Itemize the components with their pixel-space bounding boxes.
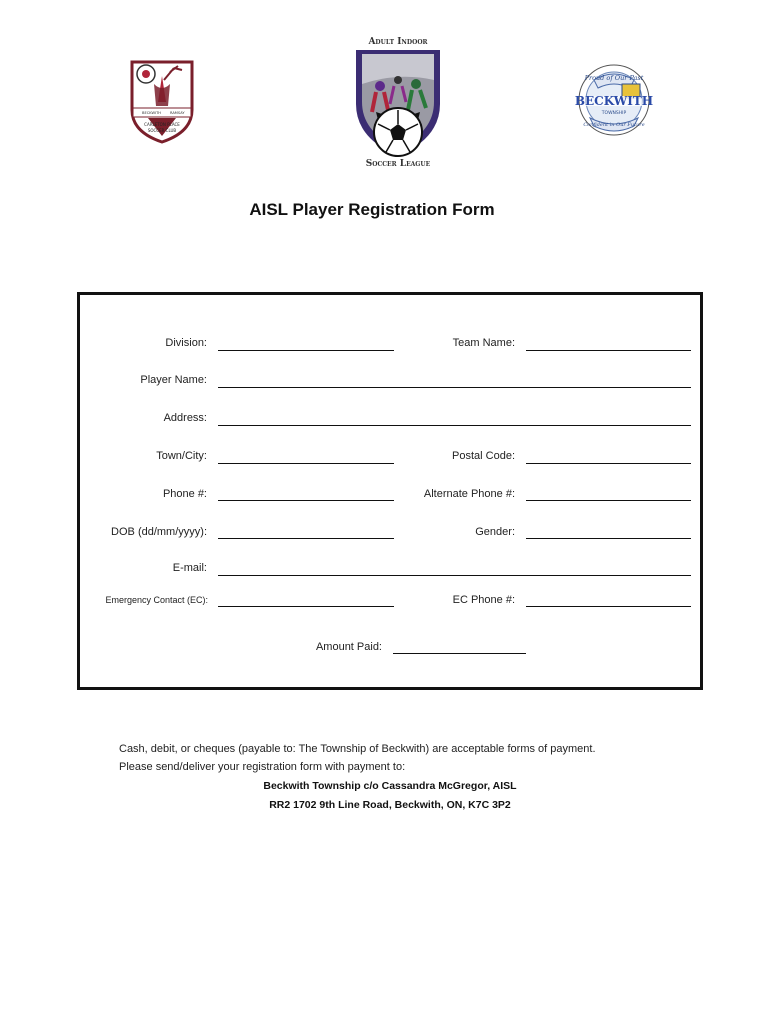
township-logo-top-banner: Proud of Our Past	[584, 74, 644, 82]
send-note: Please send/deliver your registration form with payment to:	[119, 761, 406, 773]
phone-label: Phone #:	[162, 488, 207, 500]
address-label: Address:	[163, 412, 207, 424]
email-label: E-mail:	[172, 562, 207, 574]
alt-phone-field[interactable]	[526, 500, 691, 501]
player-name-label: Player Name:	[140, 374, 207, 386]
email-field[interactable]	[218, 575, 691, 576]
gender-field[interactable]	[526, 538, 691, 539]
postal-code-field[interactable]	[526, 463, 691, 464]
division-label: Division:	[165, 337, 207, 349]
amount-paid-label: Amount Paid:	[315, 641, 382, 653]
town-city-label: Town/City:	[156, 450, 207, 462]
mailing-address-line2: RR2 1702 9th Line Road, Beckwith, ON, K7C 3P2	[269, 799, 511, 811]
town-city-field[interactable]	[218, 463, 394, 464]
club-crest-logo	[128, 58, 196, 144]
club-logo-top-left-text: BECKWITH	[142, 111, 161, 115]
ec-phone-label: EC Phone #:	[452, 594, 515, 606]
emergency-contact-label: Emergency Contact (EC):	[105, 595, 208, 605]
dob-label: DOB (dd/mm/yyyy):	[111, 526, 207, 538]
payment-note: Cash, debit, or cheques (payable to: The Township of Beckwith) are acceptable forms of payment.	[119, 743, 596, 755]
club-logo-banner-text: CARLETON PLACE	[144, 122, 180, 127]
team-name-label: Team Name:	[452, 337, 515, 349]
address-field[interactable]	[218, 425, 691, 426]
gender-label: Gender:	[475, 526, 515, 538]
phone-field[interactable]	[218, 500, 394, 501]
mailing-address-line1: Beckwith Township c/o Cassandra McGregor, AISL	[263, 780, 517, 792]
ec-phone-field[interactable]	[526, 606, 691, 607]
amount-paid-field[interactable]	[393, 653, 526, 654]
township-logo-sub: TOWNSHIP	[601, 111, 627, 116]
alt-phone-label: Alternate Phone #:	[423, 488, 515, 500]
club-logo-top-right-text: RAMSAY	[170, 111, 185, 115]
form-title: AISL Player Registration Form	[249, 200, 495, 219]
township-logo	[568, 60, 660, 140]
club-logo-bottom-text: SOCCER CLUB	[147, 128, 177, 133]
league-logo-bottom-text: Soccer League	[365, 159, 431, 169]
league-logo-top-text: Adult Indoor	[368, 37, 428, 47]
league-logo	[338, 34, 458, 170]
township-logo-bottom-banner: Confident in Our Future	[583, 122, 645, 128]
dob-field[interactable]	[218, 538, 394, 539]
team-name-field[interactable]	[526, 350, 691, 351]
township-logo-name: BECKWITH	[574, 94, 654, 108]
player-name-field[interactable]	[218, 387, 691, 388]
postal-code-label: Postal Code:	[452, 450, 515, 462]
emergency-contact-field[interactable]	[218, 606, 394, 607]
division-field[interactable]	[218, 350, 394, 351]
